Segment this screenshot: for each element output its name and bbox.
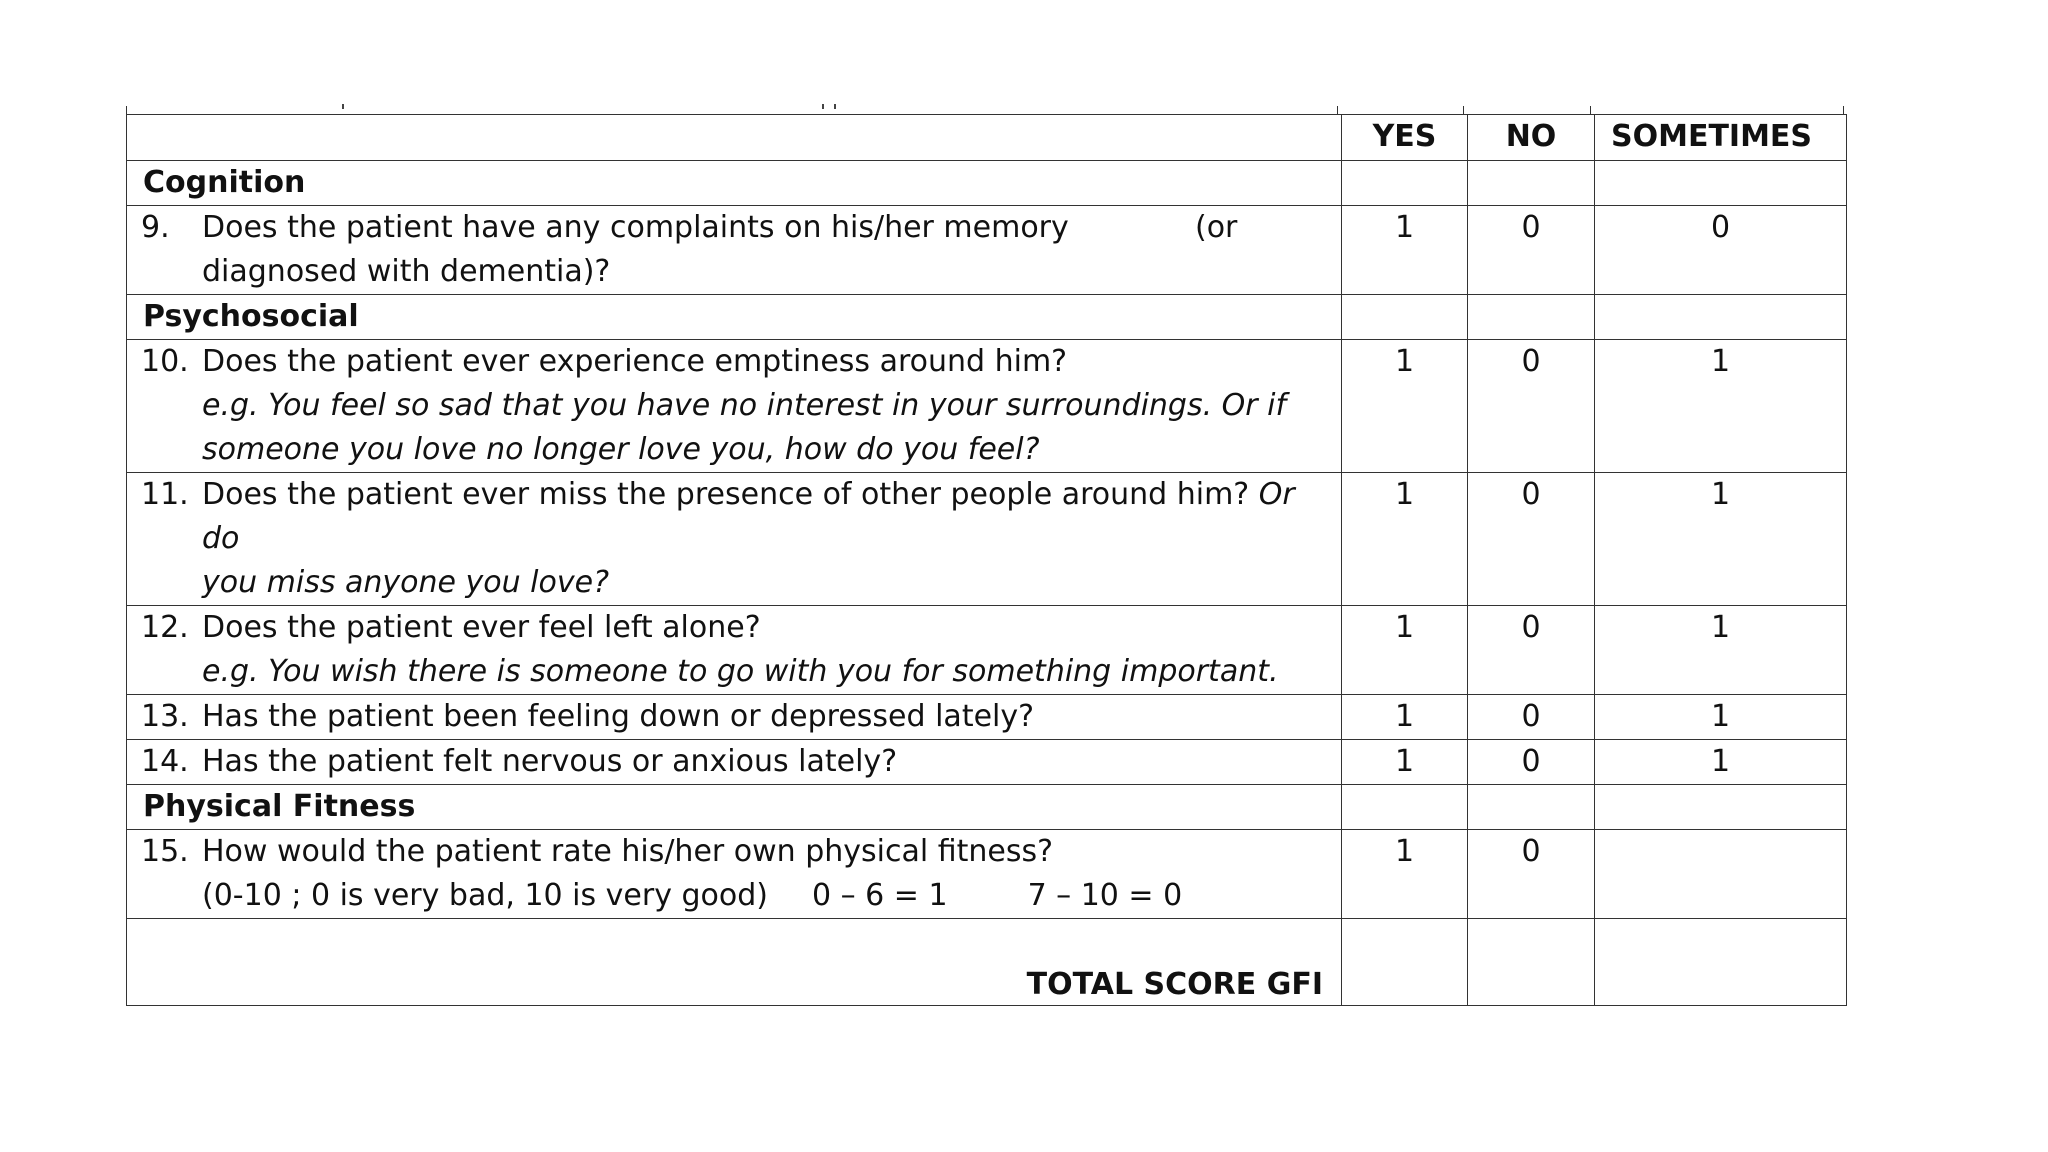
score-no: 0 <box>1468 695 1595 740</box>
header-sometimes: SOMETIMES <box>1595 115 1847 161</box>
header-yes: YES <box>1342 115 1468 161</box>
section-title-psychosocial: Psychosocial <box>127 295 1342 340</box>
question-row-11 <box>127 473 1847 606</box>
total-no-cell <box>1468 919 1595 1006</box>
score-sometimes: 1 <box>1595 473 1847 606</box>
question-13 <box>127 695 1342 740</box>
question-number: 11. <box>141 477 189 512</box>
total-yes-cell <box>1342 919 1468 1006</box>
section-row-psychosocial <box>127 295 1847 340</box>
question-number: 10. <box>141 344 189 379</box>
question-row-10 <box>127 340 1847 473</box>
question-15 <box>127 830 1342 919</box>
question-row-13 <box>127 695 1847 740</box>
question-number: 13. <box>141 699 189 734</box>
question-example: e.g. You wish there is someone to go with you for something important. <box>202 654 1279 689</box>
question-11 <box>127 473 1342 606</box>
question-9 <box>127 206 1342 295</box>
question-12 <box>127 606 1342 695</box>
question-text: Has the patient felt nervous or anxious lately? <box>202 744 898 779</box>
total-score-label: TOTAL SCORE GFI <box>127 919 1342 1006</box>
question-alt-text-continued: you miss anyone you love? <box>202 565 610 600</box>
gfi-questionnaire-table <box>126 114 1847 1006</box>
question-number: 12. <box>141 610 189 645</box>
score-sometimes: 1 <box>1595 340 1847 473</box>
question-row-9 <box>127 206 1847 295</box>
score-no: 0 <box>1468 340 1595 473</box>
total-sometimes-cell <box>1595 919 1847 1006</box>
cut-off-text-mark <box>342 104 344 109</box>
question-text-continued: diagnosed with dementia)? <box>202 254 611 289</box>
question-number: 15. <box>141 834 189 869</box>
section-row-physical-fitness <box>127 785 1847 830</box>
score-yes: 1 <box>1342 473 1468 606</box>
score-yes: 1 <box>1342 740 1468 785</box>
question-row-14 <box>127 740 1847 785</box>
question-row-15 <box>127 830 1847 919</box>
cut-off-text-mark <box>834 104 836 109</box>
section-row-cognition <box>127 161 1847 206</box>
question-text: How would the patient rate his/her own physical fitness? <box>202 834 1054 869</box>
score-no: 0 <box>1468 740 1595 785</box>
question-example-line-2: someone you love no longer love you, how do you feel? <box>202 432 1040 467</box>
score-sometimes: 1 <box>1595 740 1847 785</box>
score-yes: 1 <box>1342 830 1468 919</box>
score-yes: 1 <box>1342 606 1468 695</box>
score-no: 0 <box>1468 606 1595 695</box>
header-no: NO <box>1468 115 1595 161</box>
rating-scale-line <box>202 874 1333 918</box>
section-title-cognition: Cognition <box>127 161 1342 206</box>
question-number: 14. <box>141 744 189 779</box>
score-sometimes <box>1595 830 1847 919</box>
question-text: Does the patient ever feel left alone? <box>202 610 761 645</box>
question-14 <box>127 740 1342 785</box>
total-score-row <box>127 919 1847 1006</box>
rating-scale: (0-10 ; 0 is very bad, 10 is very good) <box>202 878 769 913</box>
header-row <box>127 115 1847 161</box>
score-sometimes: 0 <box>1595 206 1847 295</box>
question-text: Does the patient have any complaints on his/her memory <box>202 210 1069 245</box>
score-no: 0 <box>1468 830 1595 919</box>
score-yes: 1 <box>1342 206 1468 295</box>
score-sometimes: 1 <box>1595 606 1847 695</box>
section-title-physical-fitness: Physical Fitness <box>127 785 1342 830</box>
score-yes: 1 <box>1342 695 1468 740</box>
question-10 <box>127 340 1342 473</box>
score-yes: 1 <box>1342 340 1468 473</box>
score-no: 0 <box>1468 473 1595 606</box>
question-text-or: (or <box>1195 210 1238 245</box>
question-text: Does the patient ever miss the presence of other people around him? <box>202 477 1250 512</box>
scoring-rule-high: 7 – 10 = 0 <box>1027 878 1183 913</box>
score-sometimes: 1 <box>1595 695 1847 740</box>
question-text: Does the patient ever experience emptiness around him? <box>202 344 1068 379</box>
cut-off-text-mark <box>822 104 824 109</box>
scoring-rule-low: 0 – 6 = 1 <box>812 878 948 913</box>
header-blank-cell <box>127 115 1342 161</box>
score-no: 0 <box>1468 206 1595 295</box>
question-number: 9. <box>141 210 170 245</box>
question-row-12 <box>127 606 1847 695</box>
question-alt-text: Or do <box>202 477 1295 556</box>
question-text: Has the patient been feeling down or depressed lately? <box>202 699 1035 734</box>
question-example-line-1: e.g. You feel so sad that you have no interest in your surroundings. Or if <box>202 388 1287 423</box>
